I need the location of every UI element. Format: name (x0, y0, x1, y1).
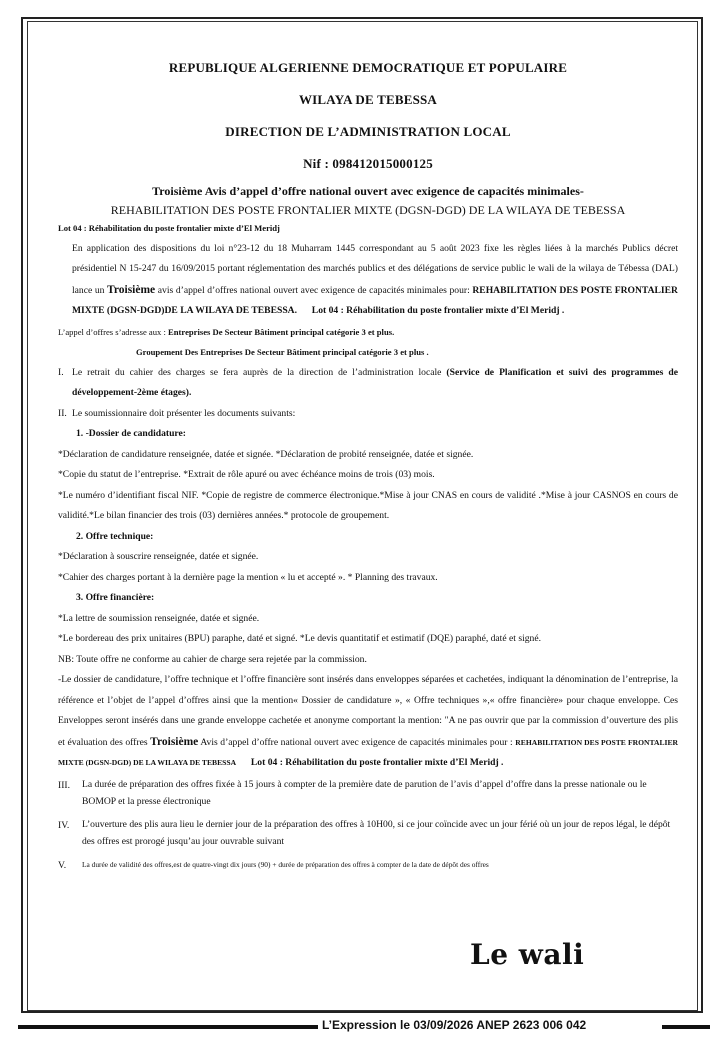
notice-body (58, 55, 678, 876)
addressed-line (58, 322, 678, 343)
envelope-text: -Le dossier de candidature, l’offre technique et l’offre financière sont insérés dans enveloppes séparées et cachetées, indiquant la dénomination de l’entreprise, la référence et l’objet de l’appel d’offres ainsi que la mention« Dossier de candidature », « Offre techniques »,« offre financière» pour chaque enveloppe. Ces Enveloppes seront insérés dans une grande enveloppe cachetée et anonyme comportant la mention: "A ne pas ouvrir que par la commission d’ouverture des plis et évaluation des offres (58, 674, 678, 748)
section-2-number: II. (58, 407, 67, 419)
offre-technique-line-2: *Cahier des charges portant à la dernière page la mention « lu et accepté ». * Planning des travaux. (58, 571, 438, 583)
nb-note: NB: Toute offre ne conforme au cahier de charge sera rejetée par la commission. (58, 653, 367, 665)
offre-technique-line-1: *Déclaration à souscrire renseignée, datée et signée. (58, 551, 259, 562)
section-1 (58, 363, 678, 404)
dossier-candidature-heading: 1. -Dossier de candidature: (76, 428, 186, 439)
intro-project: REHABILITATION DES POSTE FRONTALIER MIXTE (DGSN-DGD)DE LA WILAYA DE TEBESSA. (72, 284, 678, 316)
footer-publication-info: L’Expression le 03/09/2026 ANEP 2623 006 042 (318, 1018, 590, 1032)
envelope-lot: Lot 04 : Réhabilitation du poste frontalier mixte d’El Meridj . (250, 757, 504, 768)
signature-le-wali: Le wali (470, 938, 585, 971)
intro-text: En application des dispositions du loi n°23-12 du 18 Muharram 1445 correspondant au 5 août 2023 fixe les règles liées à la marchés Publics décret présidentiel N 15-247 du 16/09/2015 portant réglementation des marchés publics et des délégations de service public le wali de la wilaya de Tébessa (DAL) lance un (72, 242, 678, 296)
header-nif: Nif : 098412015000125 (303, 156, 433, 171)
addressed-target-1: Entreprises De Secteur Bâtiment principal catégorie 3 et plus. (168, 326, 395, 337)
footer-rule-right (662, 1025, 710, 1029)
section-5-text: La durée de validité des offres,est de quatre-vingt dix jours (90) + durée de préparation des offres à compter de la date de dépôt des offres (82, 859, 489, 869)
section-2 (58, 404, 678, 425)
intro-troisieme: Troisième (107, 283, 156, 296)
intro-paragraph (58, 239, 678, 322)
header-wilaya: WILAYA DE TEBESSA (298, 92, 438, 107)
section-1-service: (Service de Planification et suivi des programmes de développement-2ème étages). (72, 366, 678, 398)
section-4 (58, 816, 678, 850)
offre-financiere-heading: 3. Offre financière: (76, 592, 155, 603)
publication-footer (0, 1017, 725, 1037)
envelope-troisieme: Troisième (150, 735, 199, 748)
title-project: REHABILITATION DES POSTE FRONTALIER MIXTE (DGSN-DGD) DE LA WILAYA DE TEBESSA (110, 203, 626, 217)
header-direction: DIRECTION DE L’ADMINISTRATION LOCAL (225, 124, 511, 139)
envelope-paragraph (58, 670, 678, 774)
envelope-project: REHABILITATION DES POSTE FRONTALIER MIXTE (DGSN-DGD) DE LA WILAYA DE TEBESSA (58, 737, 679, 767)
title-lot: Lot 04 : Réhabilitation du poste frontalier mixte d’El Meridj (58, 223, 280, 233)
header-republic: REPUBLIQUE ALGERIENNE DEMOCRATIQUE ET POPULAIRE (168, 60, 568, 75)
section-3-number: III. (58, 779, 70, 791)
addressed-label: L’appel d’offres s’adresse aux : (58, 326, 166, 337)
offre-financiere-line-1: *La lettre de soumission renseignée, datée et signée. (58, 612, 260, 624)
section-3-text: La durée de préparation des offres fixée à 15 jours à compter de la première date de parution de l’avis d’appel d’offre dans la presse nationale ou le BOMOP et la presse électronique (82, 778, 647, 807)
section-2-text: Le soumissionnaire doit présenter les documents suivants: (72, 407, 296, 419)
offre-financiere-line-2: *Le bordereau des prix unitaires (BPU) paraphe, daté et signé. *Le devis quantitatif et estimatif (DQE) paraphé, daté et signé. (58, 633, 541, 644)
section-4-text: L’ouverture des plis aura lieu le dernier jour de la préparation des offres à 10H00, si ce jour coïncide avec un jour férié où un jour de repos légal, le dépôt des offres est prorogé jusqu’au jour ouvrable suivant (82, 818, 671, 847)
offre-technique-heading: 2. Offre technique: (76, 530, 154, 542)
section-3 (58, 776, 678, 810)
footer-rule-left (18, 1025, 318, 1029)
title-avis: Troisième Avis d’appel d’offre national ouvert avec exigence de capacités minimales- (152, 184, 584, 198)
dossier-line-1: *Déclaration de candidature renseignée, datée et signée. *Déclaration de probité renseignée, datée et signée. (58, 448, 474, 460)
section-4-number: IV. (58, 819, 70, 831)
dossier-line-3: *Le numéro d’identifiant fiscal NIF. *Copie de registre de commerce électronique.*Mise à jour CNAS en cours de validité .*Mise à jour CASNOS en cours de validité.*Le bilan financier des trois (03) dernières années.* protocole de groupement. (58, 489, 678, 521)
section-1-text: Le retrait du cahier des charges se fera auprès de la direction de l’administration locale (72, 366, 442, 378)
dossier-line-2: *Copie du statut de l’entreprise. *Extrait de rôle apuré ou avec échéance moins de trois (03) mois. (58, 469, 435, 480)
intro-tail: avis d’appel d’offres national ouvert avec exigence de capacités minimales pour: (157, 284, 470, 296)
envelope-tail: Avis d’appel d’offre national ouvert avec exigence de capacités minimales pour : (200, 736, 513, 748)
intro-lot: Lot 04 : Réhabilitation du poste frontalier mixte d’El Meridj . (311, 305, 565, 316)
section-5 (58, 856, 678, 877)
section-1-number: I. (58, 366, 64, 378)
addressed-target-2: Groupement Des Entreprises De Secteur Bâtiment principal catégorie 3 et plus . (136, 347, 429, 357)
section-5-number: V. (58, 859, 67, 871)
